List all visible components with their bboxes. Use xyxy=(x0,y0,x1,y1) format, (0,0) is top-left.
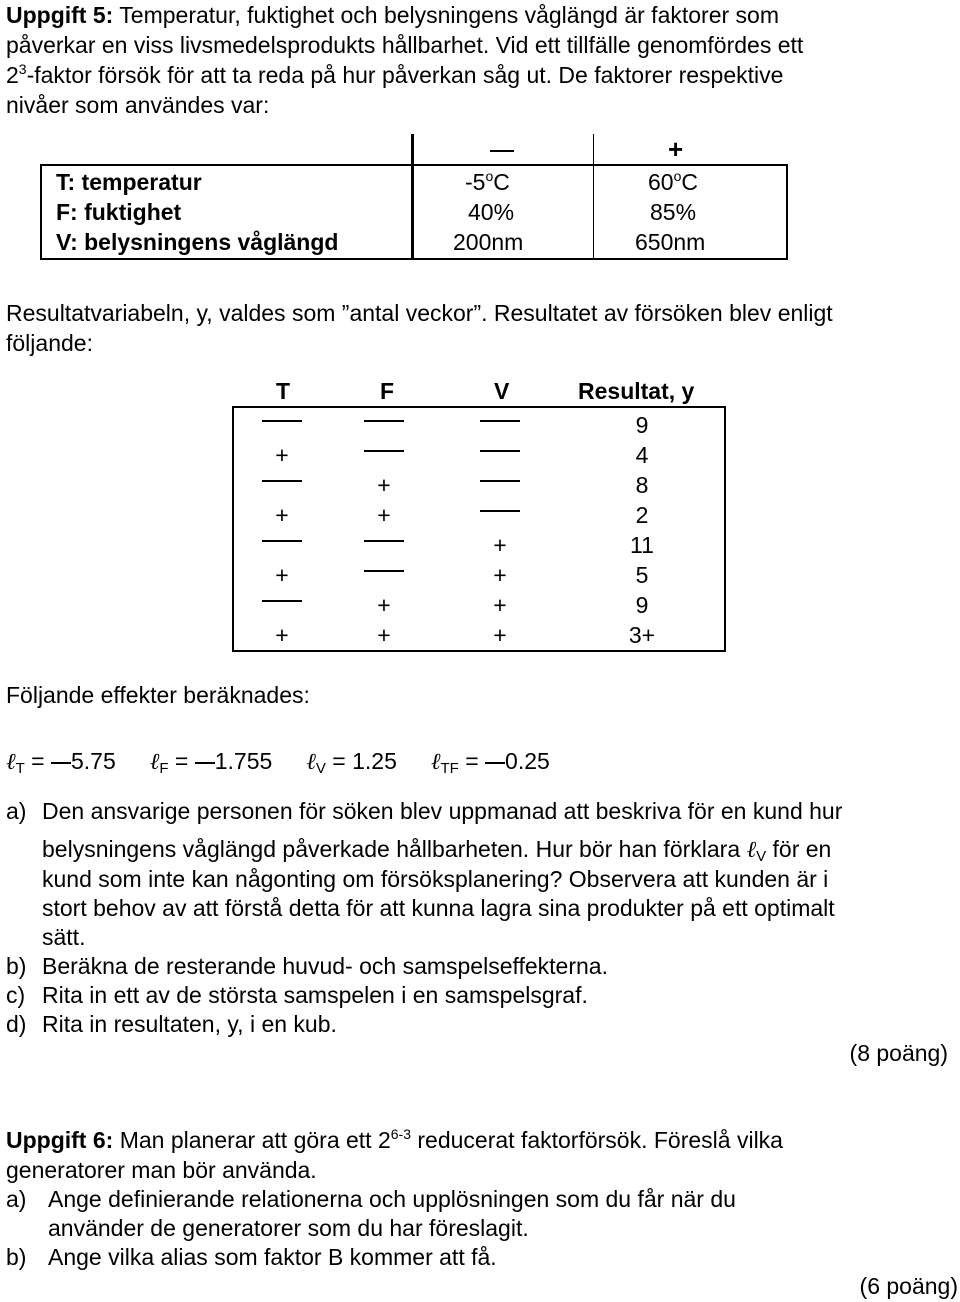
level-cell-minus xyxy=(364,410,404,440)
task5-q-a-line1: Den ansvarige personen för söken blev uppmanad att beskriva för en kund hur xyxy=(42,798,843,824)
minus-dash xyxy=(262,420,302,422)
level-cell-minus xyxy=(480,470,520,500)
task5-q-a-line2: belysningens våglängd påverkade hållbarheten. Hur bör han förklara ℓ$_V$ för en xyxy=(42,836,832,865)
task6-q-a-line2: använder de generatorer som du har föreslagit. xyxy=(48,1215,529,1241)
result-value: 5 xyxy=(635,562,649,588)
level-cell: + xyxy=(275,502,289,528)
result-value: 9 xyxy=(635,592,649,618)
task5-points: (8 poäng) xyxy=(849,1040,948,1066)
task5-q-b: Beräkna de resterande huvud- och samspelseffekterna. xyxy=(42,953,608,979)
task5-q-d: Rita in resultaten, y, i en kub. xyxy=(42,1011,337,1037)
table-row xyxy=(232,620,724,650)
effect-F: ℓ$_F$ = 1.755 xyxy=(149,748,273,777)
humidity-low: 40% xyxy=(468,199,515,225)
minus-sign xyxy=(51,762,71,764)
task5-q-c: Rita in ett av de största samspelen i en samspelsgraf. xyxy=(42,982,588,1008)
task6-q-a-label: a) xyxy=(6,1186,27,1212)
factor-row-temperature: T: temperatur xyxy=(56,169,202,195)
effect-TF: ℓ$_{TF}$ = 0.25 xyxy=(430,748,550,777)
task6-points: (6 poäng) xyxy=(859,1273,958,1299)
task5-line3: $2^3$-faktor försök för att ta reda på hur påverkan såg ut. De faktorer respektive xyxy=(6,61,784,88)
minus-sign xyxy=(195,762,215,764)
level-cell-minus xyxy=(262,410,302,440)
level-cell-minus xyxy=(364,440,404,470)
minus-dash xyxy=(364,540,404,542)
level-cell-minus xyxy=(364,560,404,590)
table-row xyxy=(232,500,724,530)
result-value: 4 xyxy=(635,442,649,468)
table-row xyxy=(232,410,724,440)
task5-line2: påverkar en viss livsmedelsprodukts hållbarhet. Vid ett tillfälle genomfördes ett xyxy=(6,32,804,58)
level-cell: + xyxy=(377,502,391,528)
task5-q-a-line5: sätt. xyxy=(42,924,86,950)
result-value: 9 xyxy=(635,412,649,438)
task5-label: Uppgift 5: xyxy=(6,2,114,28)
task5-line4: nivåer som användes var: xyxy=(6,92,270,118)
minus-dash xyxy=(364,450,404,452)
level-cell: + xyxy=(275,442,289,468)
task5-q-a-line4: stort behov av att förstå detta för att kunna lagra sina produkter på ett optimalt xyxy=(42,895,835,921)
level-cell-minus xyxy=(364,530,404,560)
minus-dash xyxy=(364,420,404,422)
header-V: V xyxy=(494,378,510,404)
task5-q-b-label: b) xyxy=(6,953,27,979)
task6-line2: generatorer man bör använda. xyxy=(6,1157,317,1183)
task5-q-a-label: a) xyxy=(6,798,27,824)
level-cell: + xyxy=(275,622,289,648)
task5-q-a-line3: kund som inte kan någonting om försöksplanering? Observera att kunden är i xyxy=(42,866,829,892)
minus-dash xyxy=(262,480,302,482)
table-row xyxy=(232,470,724,500)
level-cell: + xyxy=(493,592,507,618)
level-minus-header xyxy=(490,134,514,164)
level-cell-minus xyxy=(480,440,520,470)
task6-label: Uppgift 6: xyxy=(6,1127,114,1153)
level-cell-minus xyxy=(262,590,302,620)
level-cell: + xyxy=(275,562,289,588)
result-value: 2 xyxy=(635,502,649,528)
factor-row-wavelength: V: belysningens våglängd xyxy=(56,229,339,255)
task6-q-b: Ange vilka alias som faktor B kommer att få. xyxy=(48,1244,497,1270)
task6-line1: Uppgift 6: Man planerar att göra ett 2$^{6-3}$ reducerat faktorförsök. Föreslå vilka xyxy=(6,1126,783,1153)
result-intro-line1: Resultatvariabeln, y, valdes som ”antal veckor”. Resultatet av försöken blev enligt xyxy=(6,300,833,326)
minus-sign xyxy=(485,762,505,764)
task5-q-c-label: c) xyxy=(6,982,26,1008)
header-result: Resultat, y xyxy=(578,378,695,404)
effect-T: ℓ$_T$ = 5.75 xyxy=(6,748,116,777)
effects-intro: Följande effekter beräknades: xyxy=(6,682,310,708)
wavelength-high: 650nm xyxy=(635,229,706,255)
level-cell: + xyxy=(377,472,391,498)
task5-q-d-label: d) xyxy=(6,1011,27,1037)
table-row xyxy=(232,590,724,620)
level-cell: + xyxy=(493,532,507,558)
level-plus-header: + xyxy=(668,134,684,164)
header-T: T xyxy=(276,378,291,404)
level-cell: + xyxy=(493,562,507,588)
level-cell-minus xyxy=(480,410,520,440)
task5-line1: Uppgift 5: Temperatur, fuktighet och belysningens våglängd är faktorer som xyxy=(6,2,779,28)
factor-row-humidity: F: fuktighet xyxy=(56,199,182,225)
table-row xyxy=(232,440,724,470)
minus-dash xyxy=(262,600,302,602)
table-row xyxy=(232,530,724,560)
level-cell-minus xyxy=(262,530,302,560)
minus-dash xyxy=(262,540,302,542)
minus-dash xyxy=(480,480,520,482)
minus-dash xyxy=(480,420,520,422)
minus-dash xyxy=(480,510,520,512)
header-F: F xyxy=(380,378,395,404)
level-cell: + xyxy=(493,622,507,648)
level-cell-minus xyxy=(262,470,302,500)
effects-line xyxy=(6,746,584,777)
task6-q-a-line1: Ange definierande relationerna och upplösningen som du får när du xyxy=(48,1186,736,1212)
minus-dash xyxy=(480,450,520,452)
wavelength-low: 200nm xyxy=(453,229,524,255)
result-value: 11 xyxy=(630,532,654,558)
result-value: 3+ xyxy=(628,622,656,648)
minus-dash xyxy=(364,570,404,572)
humidity-high: 85% xyxy=(650,199,697,225)
table-row xyxy=(232,560,724,590)
level-cell-minus xyxy=(480,500,520,530)
temperature-high: 60$^o$C xyxy=(648,168,699,195)
result-value: 8 xyxy=(635,472,649,498)
factor-levels-table xyxy=(40,134,788,260)
result-intro-line2: följande: xyxy=(6,330,93,356)
level-cell: + xyxy=(377,592,391,618)
level-cell: + xyxy=(377,622,391,648)
effect-V: ℓ$_V$ = 1.25 xyxy=(306,748,397,777)
task6-q-b-label: b) xyxy=(6,1244,27,1270)
temperature-low: -5$^o$C xyxy=(465,168,510,195)
